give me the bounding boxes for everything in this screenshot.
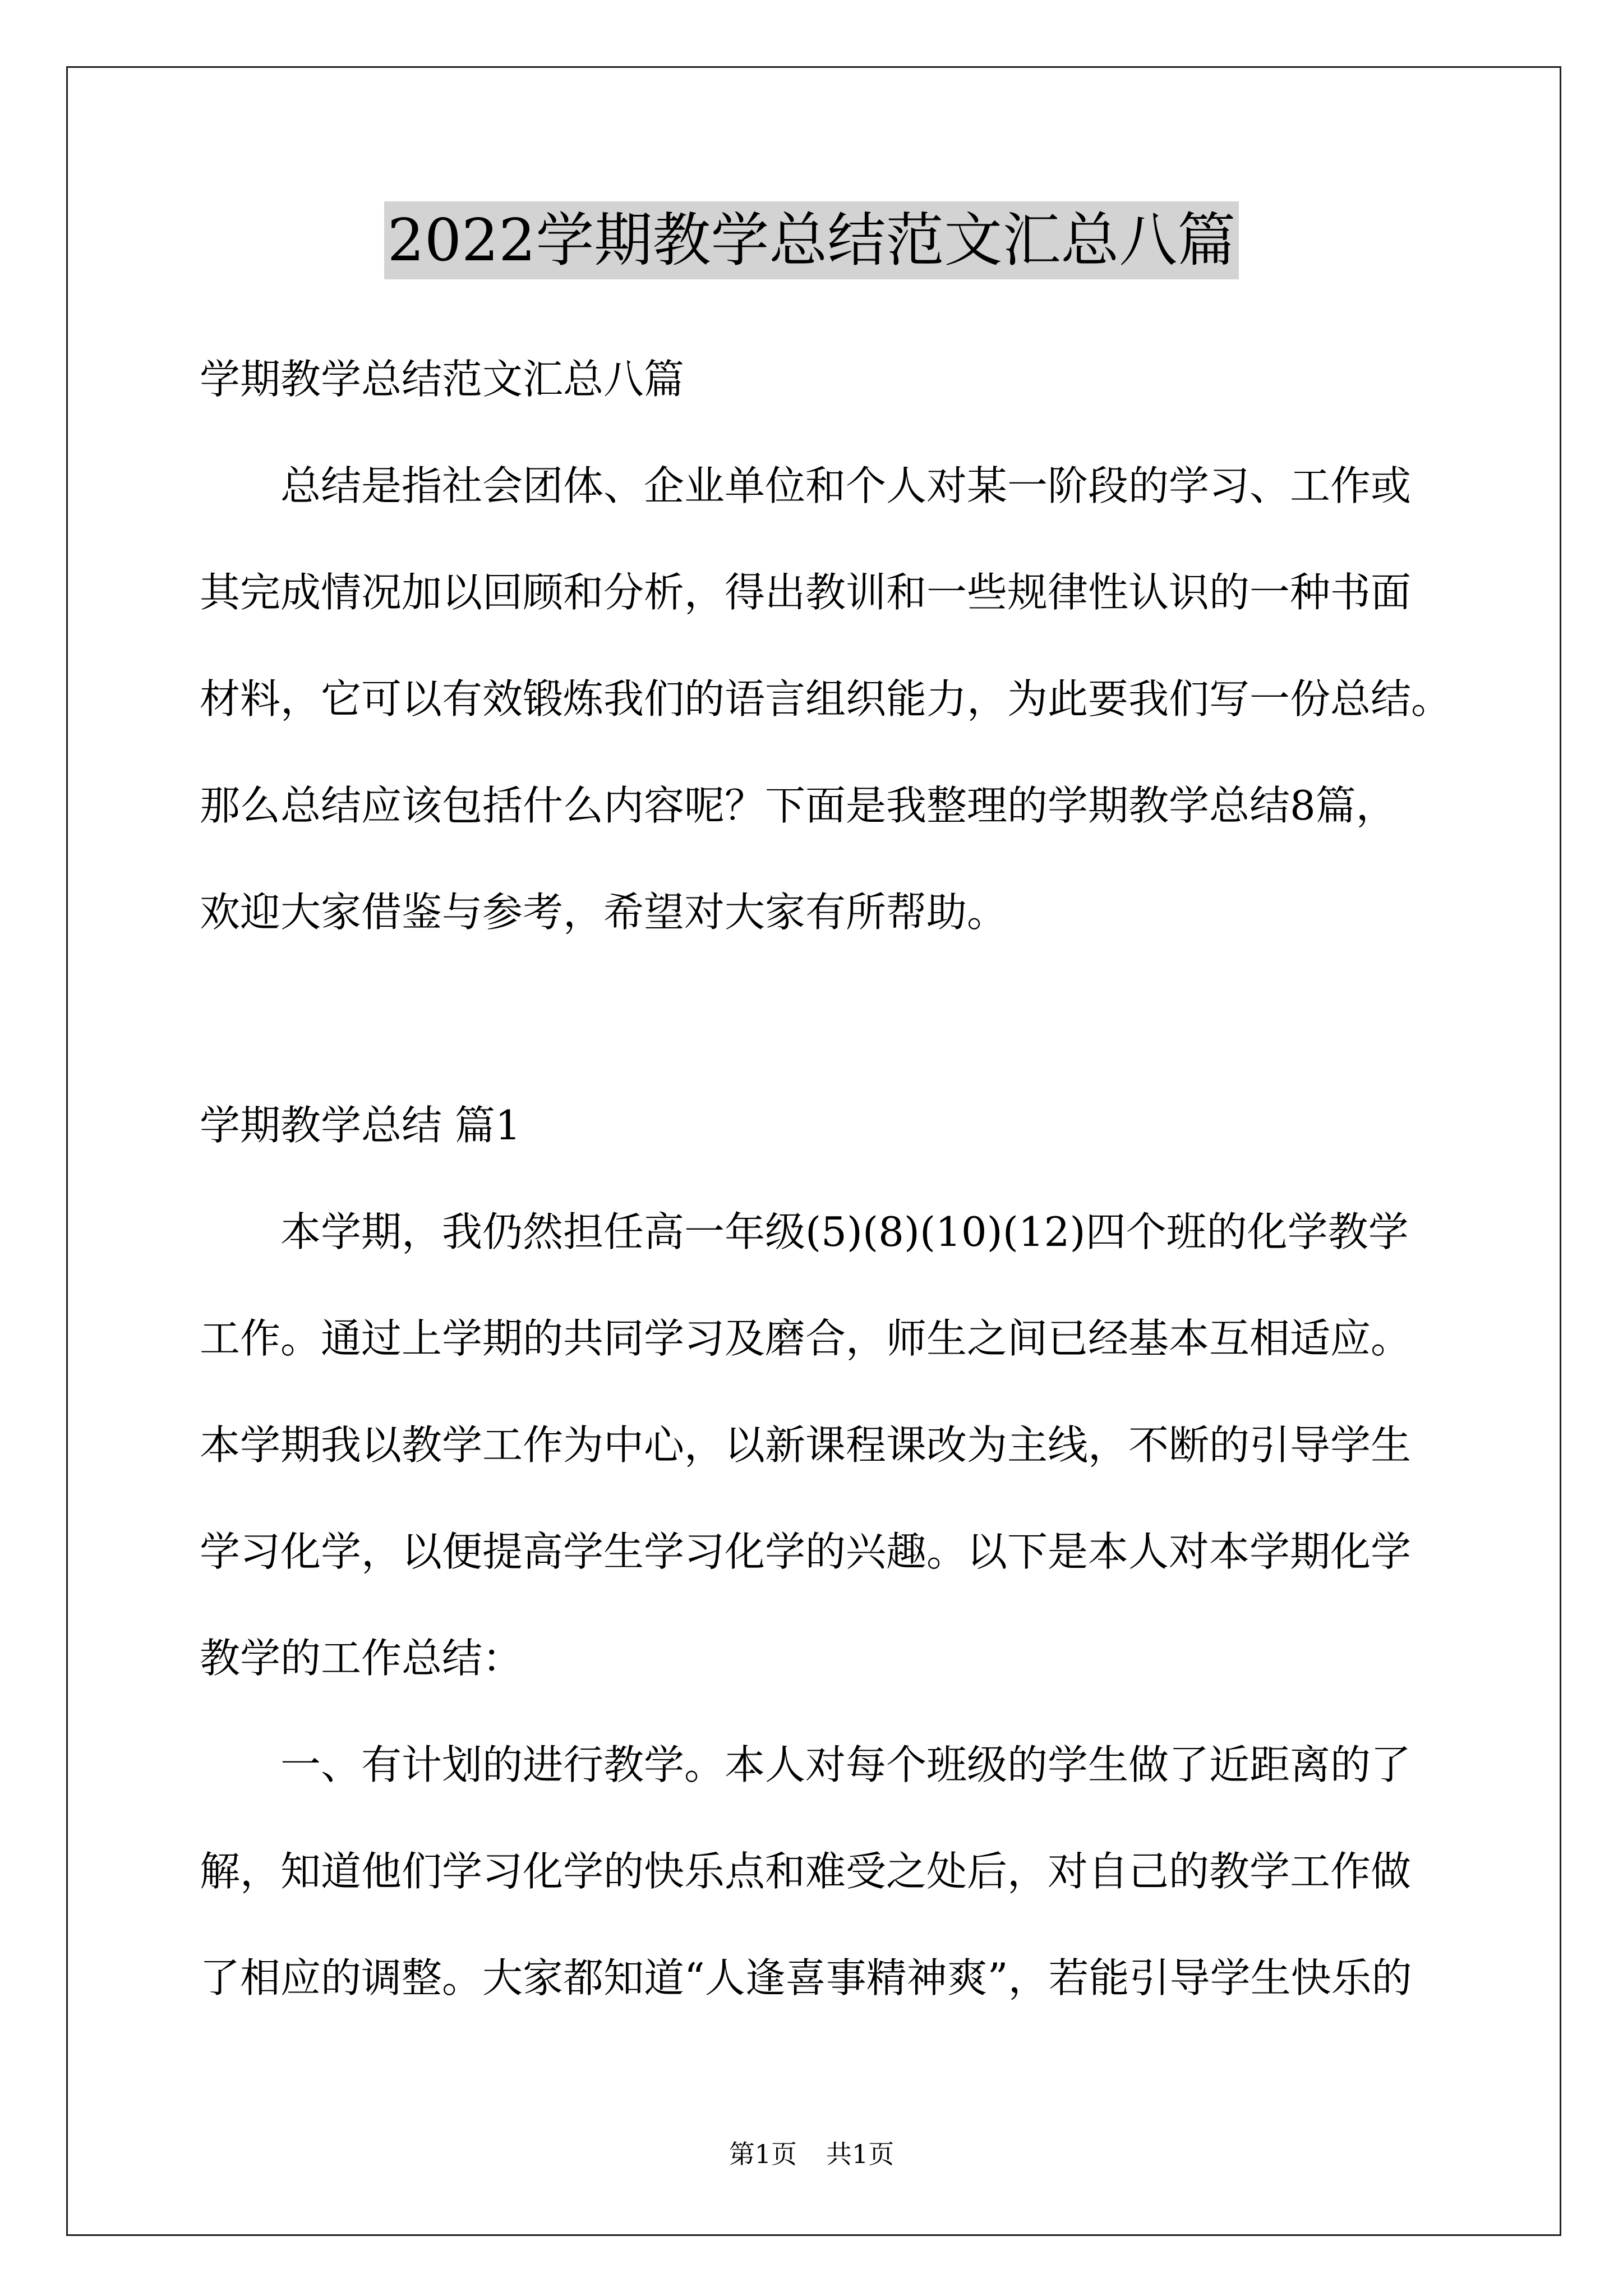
text-line: 教学的工作总结：: [200, 1635, 523, 1682]
blank-line: [200, 965, 1506, 1072]
page-number: 第1页: [728, 2139, 797, 2169]
text-line: 工作。通过上学期的共同学习及磨合，师生之间已经基本互相适应。: [200, 1315, 1412, 1362]
section-paragraph-1: [200, 1179, 1506, 1711]
page-footer: [0, 2137, 1623, 2171]
document-title: 2022学期教学总结范文汇总八篇: [384, 201, 1239, 279]
text-line: 那么总结应该包括什么内容呢？下面是我整理的学期教学总结8篇，: [200, 782, 1396, 829]
text-line: 了相应的调整。大家都知道“人逢喜事精神爽”，若能引导学生快乐的: [200, 1954, 1412, 2001]
text-line: 其完成情况加以回顾和分析，得出教训和一些规律性认识的一种书面: [200, 569, 1412, 616]
text-line: 解，知道他们学习化学的快乐点和难受之处后，对自己的教学工作做: [200, 1848, 1412, 1895]
document-body: [200, 326, 1506, 2031]
text-line: 材料，它可以有效锻炼我们的语言组织能力，为此要我们写一份总结。: [200, 675, 1452, 723]
intro-heading: 学期教学总结范文汇总八篇: [200, 356, 685, 403]
section-heading: 学期教学总结 篇1: [200, 1102, 521, 1149]
intro-paragraph: [200, 432, 1506, 965]
text-line: 总结是指社会团体、企业单位和个人对某一阶段的学习、工作或: [280, 462, 1412, 509]
text-line: 学习化学，以便提高学生学习化学的兴趣。以下是本人对本学期化学: [200, 1528, 1412, 1575]
text-line: 欢迎大家借鉴与参考，希望对大家有所帮助。: [200, 889, 1008, 936]
text-line: 本学期，我仍然担任高一年级(5)(8)(10)(12)四个班的化学教学: [280, 1208, 1409, 1255]
section-paragraph-2: [200, 1711, 1506, 2031]
title-block: [0, 201, 1623, 279]
text-line: 本学期我以教学工作为中心，以新课程课改为主线，不断的引导学生: [200, 1421, 1412, 1469]
text-line: 一、有计划的进行教学。本人对每个班级的学生做了近距离的了: [280, 1741, 1412, 1788]
page-total: 共1页: [826, 2139, 895, 2169]
